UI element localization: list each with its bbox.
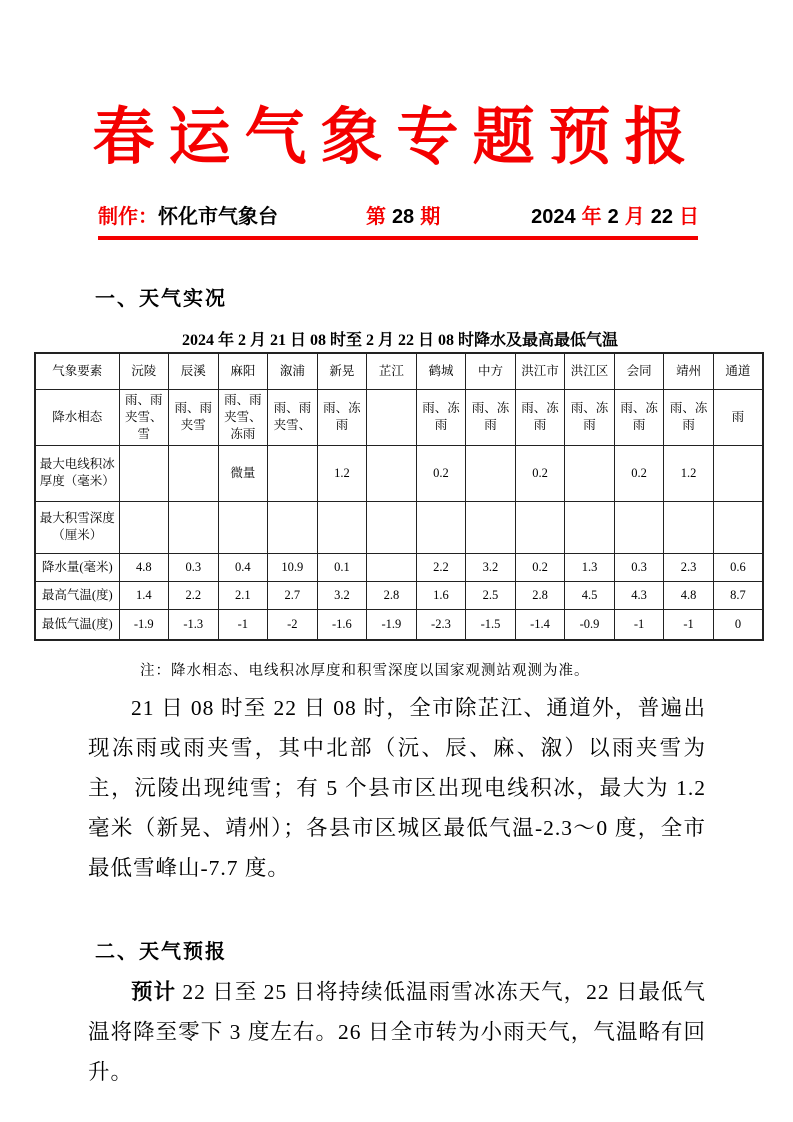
table-cell: 雨、冻雨 xyxy=(466,389,516,445)
document-title: 春运气象专题预报 xyxy=(92,100,701,173)
table-header-cell: 靖州 xyxy=(664,353,714,389)
table-cell: 雨、雨夹雪、 xyxy=(268,389,318,445)
forecast-lead: 预计 xyxy=(131,980,177,1004)
table-cell: 4.3 xyxy=(614,581,664,609)
table-cell xyxy=(565,501,615,553)
table-cell: -1 xyxy=(614,609,664,640)
date-segment: 日 xyxy=(679,206,699,228)
table-cell xyxy=(466,501,516,553)
table-header-cell: 鹤城 xyxy=(416,353,466,389)
table-cell: -1 xyxy=(218,609,268,640)
table-cell: 1.2 xyxy=(664,445,714,501)
table-cell: 0.2 xyxy=(416,445,466,501)
table-cell: 雨、雨夹雪、冻雨 xyxy=(218,389,268,445)
table-cell xyxy=(367,445,417,501)
issue-suffix: 期 xyxy=(420,206,441,228)
table-cell: 0.2 xyxy=(515,445,565,501)
table-cell xyxy=(565,445,615,501)
table-cell: 0.3 xyxy=(614,553,664,581)
table-cell: 2.8 xyxy=(367,581,417,609)
producer xyxy=(98,203,278,231)
table-header-cell: 辰溪 xyxy=(169,353,219,389)
table-cell: 0.2 xyxy=(515,553,565,581)
table-cell: 2.2 xyxy=(416,553,466,581)
table-cell: 1.4 xyxy=(119,581,169,609)
table-cell: 8.7 xyxy=(713,581,763,609)
table-cell: 2.7 xyxy=(268,581,318,609)
row-label: 最大积雪深度（厘米） xyxy=(35,501,119,553)
table-note: 注：降水相态、电线积冰厚度和积雪深度以国家观测站观测为准。 xyxy=(140,663,590,679)
masthead xyxy=(98,203,702,231)
table-header-cell: 中方 xyxy=(466,353,516,389)
table-cell xyxy=(416,501,466,553)
table-cell: 2.5 xyxy=(466,581,516,609)
table-cell: 1.3 xyxy=(565,553,615,581)
table-header-cell: 洪江区 xyxy=(565,353,615,389)
table-cell xyxy=(515,501,565,553)
table-cell: 10.9 xyxy=(268,553,318,581)
table-cell: -2.3 xyxy=(416,609,466,640)
table-cell: 4.8 xyxy=(664,581,714,609)
row-label: 最大电线积冰厚度（毫米） xyxy=(35,445,119,501)
table-cell: 2.3 xyxy=(664,553,714,581)
table-row xyxy=(35,581,763,609)
section-2-heading: 二、天气预报 xyxy=(95,941,227,963)
table-header-cell: 沅陵 xyxy=(119,353,169,389)
table-cell: -1.5 xyxy=(466,609,516,640)
table-cell xyxy=(169,445,219,501)
table-cell: 0 xyxy=(713,609,763,640)
table-cell: 雨 xyxy=(713,389,763,445)
weather-summary-paragraph: 21 日 08 时至 22 日 08 时，全市除芷江、通道外，普遍出现冻雨或雨夹雪，其中北部（沅、辰、麻、溆）以雨夹雪为主，沅陵出现纯雪；有 5 个县市区出现电线积冰，最大为 1.2 毫米（新晃、靖州）；各县市区城区最低气温-2.3～0 度，全市最低雪峰山-7.7 度。 xyxy=(88,696,706,880)
table-cell xyxy=(664,501,714,553)
table-row xyxy=(35,389,763,445)
table-header-cell: 麻阳 xyxy=(218,353,268,389)
table-cell xyxy=(268,501,318,553)
date-segment: 2024 xyxy=(531,206,576,228)
table-cell: 2.8 xyxy=(515,581,565,609)
table-title: 2024 年 2 月 21 日 08 时至 2 月 22 日 08 时降水及最高最低气温 xyxy=(181,332,618,349)
table-cell: 雨、冻雨 xyxy=(317,389,367,445)
issue-number xyxy=(363,203,443,231)
table-header-cell: 芷江 xyxy=(367,353,417,389)
table-cell xyxy=(119,501,169,553)
table-header-cell: 会同 xyxy=(614,353,664,389)
issue-date xyxy=(528,203,702,231)
table-cell xyxy=(119,445,169,501)
table-cell: 雨、冻雨 xyxy=(614,389,664,445)
table-cell: -1 xyxy=(664,609,714,640)
table-header-cell: 洪江市 xyxy=(515,353,565,389)
issue-no: 28 xyxy=(391,206,415,228)
row-label: 最高气温(度) xyxy=(35,581,119,609)
table-cell xyxy=(466,445,516,501)
table-cell: 1.6 xyxy=(416,581,466,609)
table-cell: -1.9 xyxy=(119,609,169,640)
row-label: 最低气温(度) xyxy=(35,609,119,640)
table-cell xyxy=(713,501,763,553)
producer-name: 怀化市气象台 xyxy=(158,206,278,228)
table-cell xyxy=(367,553,417,581)
table-cell xyxy=(169,501,219,553)
table-header-cell: 气象要素 xyxy=(35,353,119,389)
section-1-heading: 一、天气实况 xyxy=(95,288,227,310)
table-cell: 0.6 xyxy=(713,553,763,581)
table-cell: 0.2 xyxy=(614,445,664,501)
table-cell: -1.6 xyxy=(317,609,367,640)
date-segment: 月 xyxy=(624,206,645,228)
date-segment: 2 xyxy=(607,206,619,228)
table-cell: 雨、雨夹雪 xyxy=(169,389,219,445)
table-cell xyxy=(713,445,763,501)
table-row xyxy=(35,445,763,501)
producer-label: 制作： xyxy=(98,206,158,228)
table-header-cell: 通道 xyxy=(713,353,763,389)
table-row xyxy=(35,501,763,553)
table-cell: -1.4 xyxy=(515,609,565,640)
date-segment: 22 xyxy=(650,206,673,228)
table-header-cell: 溆浦 xyxy=(268,353,318,389)
forecast-paragraph xyxy=(88,972,706,1092)
table-cell: 雨、雨夹雪、雪 xyxy=(119,389,169,445)
table-cell: 4.8 xyxy=(119,553,169,581)
table-cell: 2.2 xyxy=(169,581,219,609)
row-label: 降水量(毫米) xyxy=(35,553,119,581)
table-cell: 0.3 xyxy=(169,553,219,581)
table-cell: -0.9 xyxy=(565,609,615,640)
table-cell: 雨、冻雨 xyxy=(664,389,714,445)
forecast-text: 22 日至 25 日将持续低温雨雪冰冻天气，22 日最低气温将降至零下 3 度左右。26 日全市转为小雨天气，气温略有回升。 xyxy=(88,980,706,1084)
table-cell xyxy=(367,389,417,445)
table-cell: 微量 xyxy=(218,445,268,501)
table-cell xyxy=(268,445,318,501)
table-cell: 4.5 xyxy=(565,581,615,609)
table-header-cell: 新晃 xyxy=(317,353,367,389)
table-cell: 0.4 xyxy=(218,553,268,581)
table-row xyxy=(35,609,763,640)
table-cell: 1.2 xyxy=(317,445,367,501)
date-segment: 年 xyxy=(581,206,602,228)
table-cell: -1.9 xyxy=(367,609,417,640)
table-cell: -1.3 xyxy=(169,609,219,640)
issue-prefix: 第 xyxy=(365,206,386,228)
table-cell: 0.1 xyxy=(317,553,367,581)
table-cell xyxy=(614,501,664,553)
table-cell: 3.2 xyxy=(317,581,367,609)
table-cell: 3.2 xyxy=(466,553,516,581)
table-cell: -2 xyxy=(268,609,318,640)
table-cell xyxy=(317,501,367,553)
table-cell xyxy=(218,501,268,553)
row-label: 降水相态 xyxy=(35,389,119,445)
table-cell: 雨、冻雨 xyxy=(416,389,466,445)
table-cell xyxy=(367,501,417,553)
table-cell: 雨、冻雨 xyxy=(515,389,565,445)
table-row xyxy=(35,553,763,581)
masthead-divider xyxy=(98,236,698,240)
table-cell: 2.1 xyxy=(218,581,268,609)
weather-table xyxy=(34,352,764,641)
table-cell: 雨、冻雨 xyxy=(565,389,615,445)
